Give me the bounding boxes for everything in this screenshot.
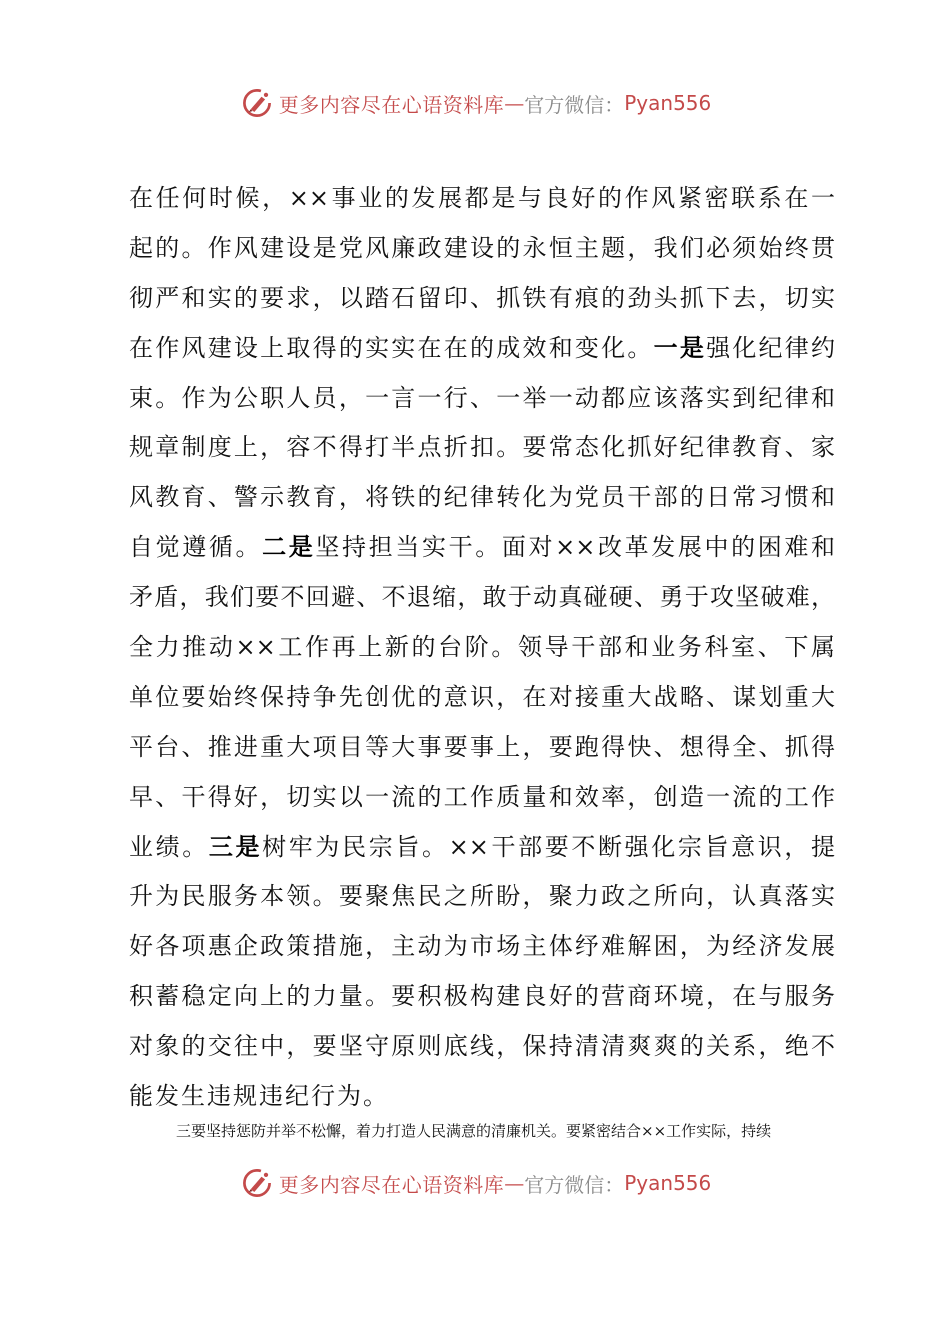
line-text: 全力推动××工作再上新的台阶。领导干部和业务科室、下属 [129,633,835,662]
banner-wechat-id: Pyan556 [624,91,712,115]
line-text: 坚持担当实干。面对××改革发展中的困难和 [315,533,836,562]
text-line [129,274,835,324]
line-text: 业绩。 [129,832,209,861]
banner-separator: — [504,1171,525,1195]
line-text: 树牢为民宗旨。××干部要不断强化宗旨意识，提 [262,832,836,861]
banner-wechat-label: 官方微信： [524,1172,625,1197]
brush-pen-icon [239,1165,275,1201]
body-paragraph [129,174,835,1122]
line-text: 风教育、警示教育，将铁的纪律转化为党员干部的日常习惯和 [129,483,835,512]
line-text: 强化纪律约 [706,333,836,362]
line-text: 积蓄稳定向上的力量。要积极构建良好的营商环境，在与服务 [129,982,835,1011]
line-text: 起的。作风建设是党风廉政建设的永恒主题，我们必须始终贯 [129,233,835,262]
line-text: 平台、推进重大项目等大事要事上，要跑得快、想得全、抓得 [129,732,835,761]
line-text: 好各项惠企政策措施，主动为市场主体纾难解困，为经济发展 [129,932,835,961]
text-line [129,872,835,922]
banner-separator: — [504,91,525,115]
text-line [129,723,835,773]
text-line [129,174,835,224]
line-text: 升为民服务本领。要聚焦民之所盼，聚力政之所向，认真落实 [129,882,835,911]
text-line [129,573,835,623]
text-line [129,523,835,573]
line-text: 对象的交往中，要坚守原则底线，保持清清爽爽的关系，绝不 [129,1032,835,1061]
banner-title: 更多内容尽在心语资料库 [278,1172,505,1197]
banner-title: 更多内容尽在心语资料库 [278,92,505,117]
line-text: 能发生违规违纪行为。 [129,1082,389,1111]
footer-banner [0,1163,950,1203]
brush-pen-icon [239,85,275,121]
text-line [129,1072,835,1122]
text-line [129,972,835,1022]
text-line [129,324,835,374]
text-line [129,922,835,972]
line-text: 单位要始终保持争先创优的意识，在对接重大战略、谋划重大 [129,682,835,711]
line-text: 早、干得好，切实以一流的工作质量和效率，创造一流的工作 [129,782,835,811]
line-text: 在作风建设上取得的实实在在的成效和变化。 [129,333,654,362]
banner-wechat-label: 官方微信： [524,92,625,117]
line-text: 彻严和实的要求，以踏石留印、抓铁有痕的劲头抓下去，切实 [129,283,835,312]
line-text: 规章制度上，容不得打半点折扣。要常态化抓好纪律教育、家 [129,433,835,462]
text-line [129,623,835,673]
banner-wechat-id: Pyan556 [624,1171,712,1195]
line-text: 在任何时候，××事业的发展都是与良好的作风紧密联系在一 [129,184,835,212]
header-banner [0,83,950,123]
line-text: 自觉遵循。 [129,533,263,562]
text-line [129,374,835,424]
footnote-line: 三要坚持惩防并举不松懈，着力打造人民满意的清廉机关。要紧密结合××工作实际，持续 [176,1122,772,1140]
text-line [129,224,835,274]
text-line [129,823,835,873]
emphasis-marker: 二是 [262,533,316,562]
text-line [129,1022,835,1072]
line-text: 矛盾，我们要不回避、不退缩，敢于动真碰硬、勇于攻坚破难， [129,583,835,612]
emphasis-marker: 一是 [653,333,707,362]
text-line [129,423,835,473]
text-line [129,473,835,523]
emphasis-marker: 三是 [208,832,263,861]
text-line [129,673,835,723]
text-line [129,773,835,823]
line-text: 束。作为公职人员，一言一行、一举一动都应该落实到纪律和 [129,383,835,412]
